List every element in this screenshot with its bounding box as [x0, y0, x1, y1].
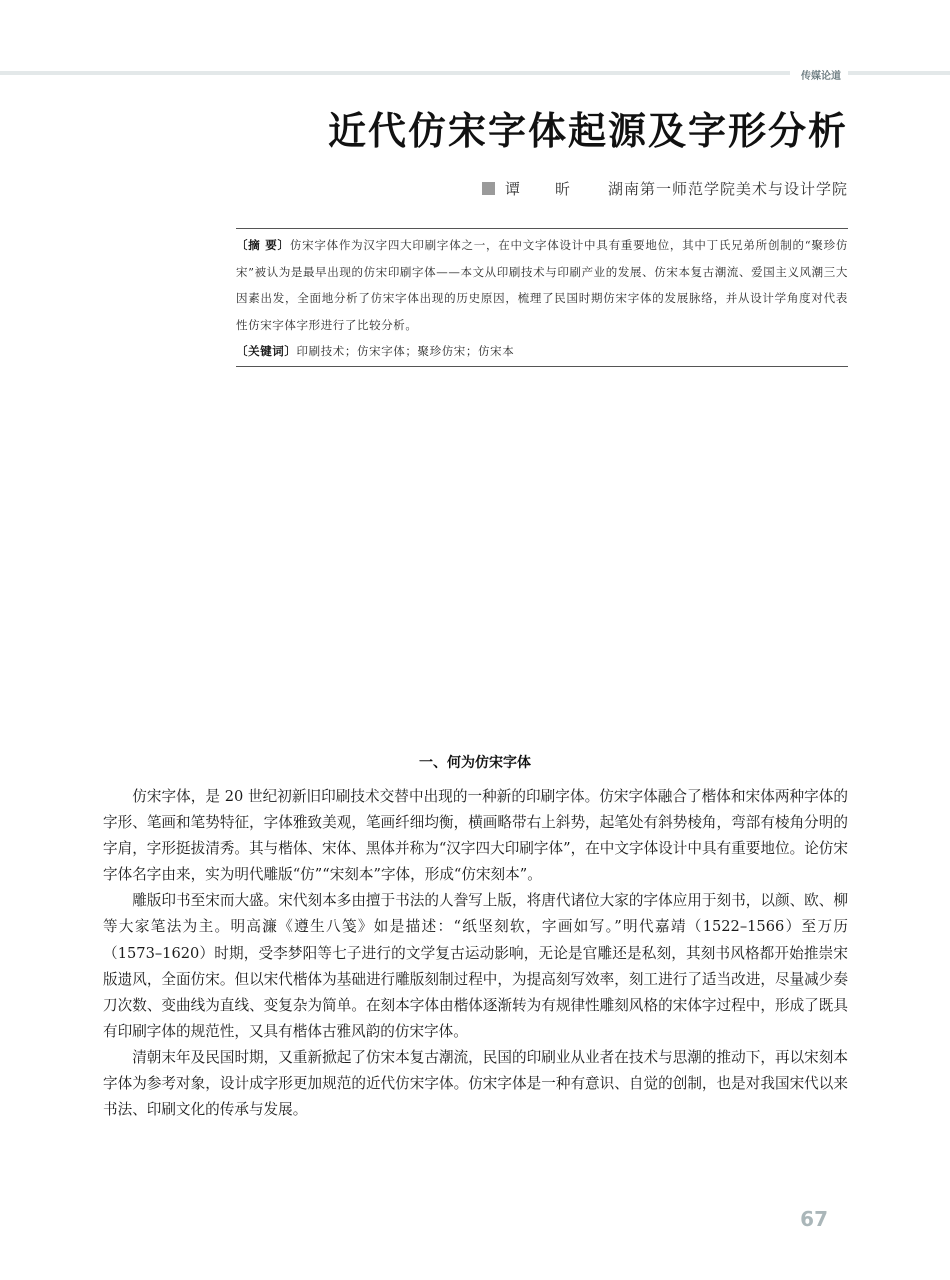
keywords-line: [236, 338, 848, 365]
keywords-label: 〔关键词〕: [236, 344, 297, 358]
body-paragraph: 清朝末年及民国时期，又重新掀起了仿宋本复古潮流，民国的印刷业从业者在技术与思潮的推动下，再以宋刻本字体为参考对象，设计成字形更加规范的近代仿宋字体。仿宋字体是一种有意识、自觉的创制，也是对我国宋代以来书法、印刷文化的传承与发展。: [103, 1048, 848, 1119]
abstract-paragraph: [236, 232, 848, 338]
article-title: 近代仿宋字体起源及字形分析: [327, 108, 848, 153]
abstract-label: 〔摘 要〕: [236, 238, 290, 252]
author-affiliation: 湖南第一师范学院美术与设计学院: [607, 180, 848, 198]
keywords-text: 印刷技术；仿宋字体；聚珍仿宋；仿宋本: [296, 344, 515, 358]
abstract-text: 仿宋字体作为汉字四大印刷字体之一，在中文字体设计中具有重要地位，其中丁氏兄弟所创制的“聚珍仿宋”被认为是最早出现的仿宋印刷字体——本文从印刷技术与印刷产业的发展、仿宋本复古潮流、爱国主义风潮三大因素出发，全面地分析了仿宋字体出现的历史原因，梳理了民国时期仿宋字体的发展脉络，并从设计学角度对代表性仿宋字体字形进行了比较分析。: [236, 238, 848, 332]
abstract-block: [236, 232, 848, 365]
page-number: 67: [800, 1207, 828, 1231]
section-heading: 一、何为仿宋字体: [419, 755, 531, 771]
header-rule-left: [0, 71, 790, 75]
body-paragraph: 雕版印书至宋而大盛。宋代刻本多由擅于书法的人誊写上版，将唐代诸位大家的字体应用于刻书，以颜、欧、柳等大家笔法为主。明高濂《遵生八笺》如是描述：“纸坚刻软，字画如写。”明代嘉靖（1522–1566）至万历（1573–1620）时期，受李梦阳等七子进行的文学复古运动影响，无论是官雕还是私刻，其刻书风格都开始推崇宋版遗风，全面仿宋。但以宋代楷体为基础进行雕版刻制过程中，为提高刻写效率，刻工进行了适当改进，尽量减少奏刀次数、变曲线为直线、变复杂为简单。在刻本字体由楷体逐渐转为有规律性雕刻风格的宋体字过程中，形成了既具有印刷字体的规范性，又具有楷体古雅风韵的仿宋字体。: [103, 892, 848, 1040]
body-text: [103, 784, 848, 1123]
abstract-top-rule: [236, 228, 848, 229]
author-name: 谭 昕: [504, 180, 580, 198]
abstract-bottom-rule: [236, 366, 848, 367]
byline: [482, 178, 848, 199]
header-rule-right: [848, 71, 950, 75]
square-bullet-icon: [482, 182, 495, 195]
section-tag: 传媒论道: [801, 71, 841, 82]
body-paragraph: 仿宋字体，是 20 世纪初新旧印刷技术交替中出现的一种新的印刷字体。仿宋字体融合了楷体和宋体两种字体的字形、笔画和笔势特征，字体雅致美观，笔画纤细均衡，横画略带右上斜势，起笔处有斜势棱角，弯部有棱角分明的字肩，字形挺拔清秀。其与楷体、宋体、黑体并称为“汉字四大印刷字体”，在中文字体设计中具有重要地位。论仿宋字体名字由来，实为明代雕版“仿”“宋刻本”字体，形成“仿宋刻本”。: [103, 788, 848, 884]
